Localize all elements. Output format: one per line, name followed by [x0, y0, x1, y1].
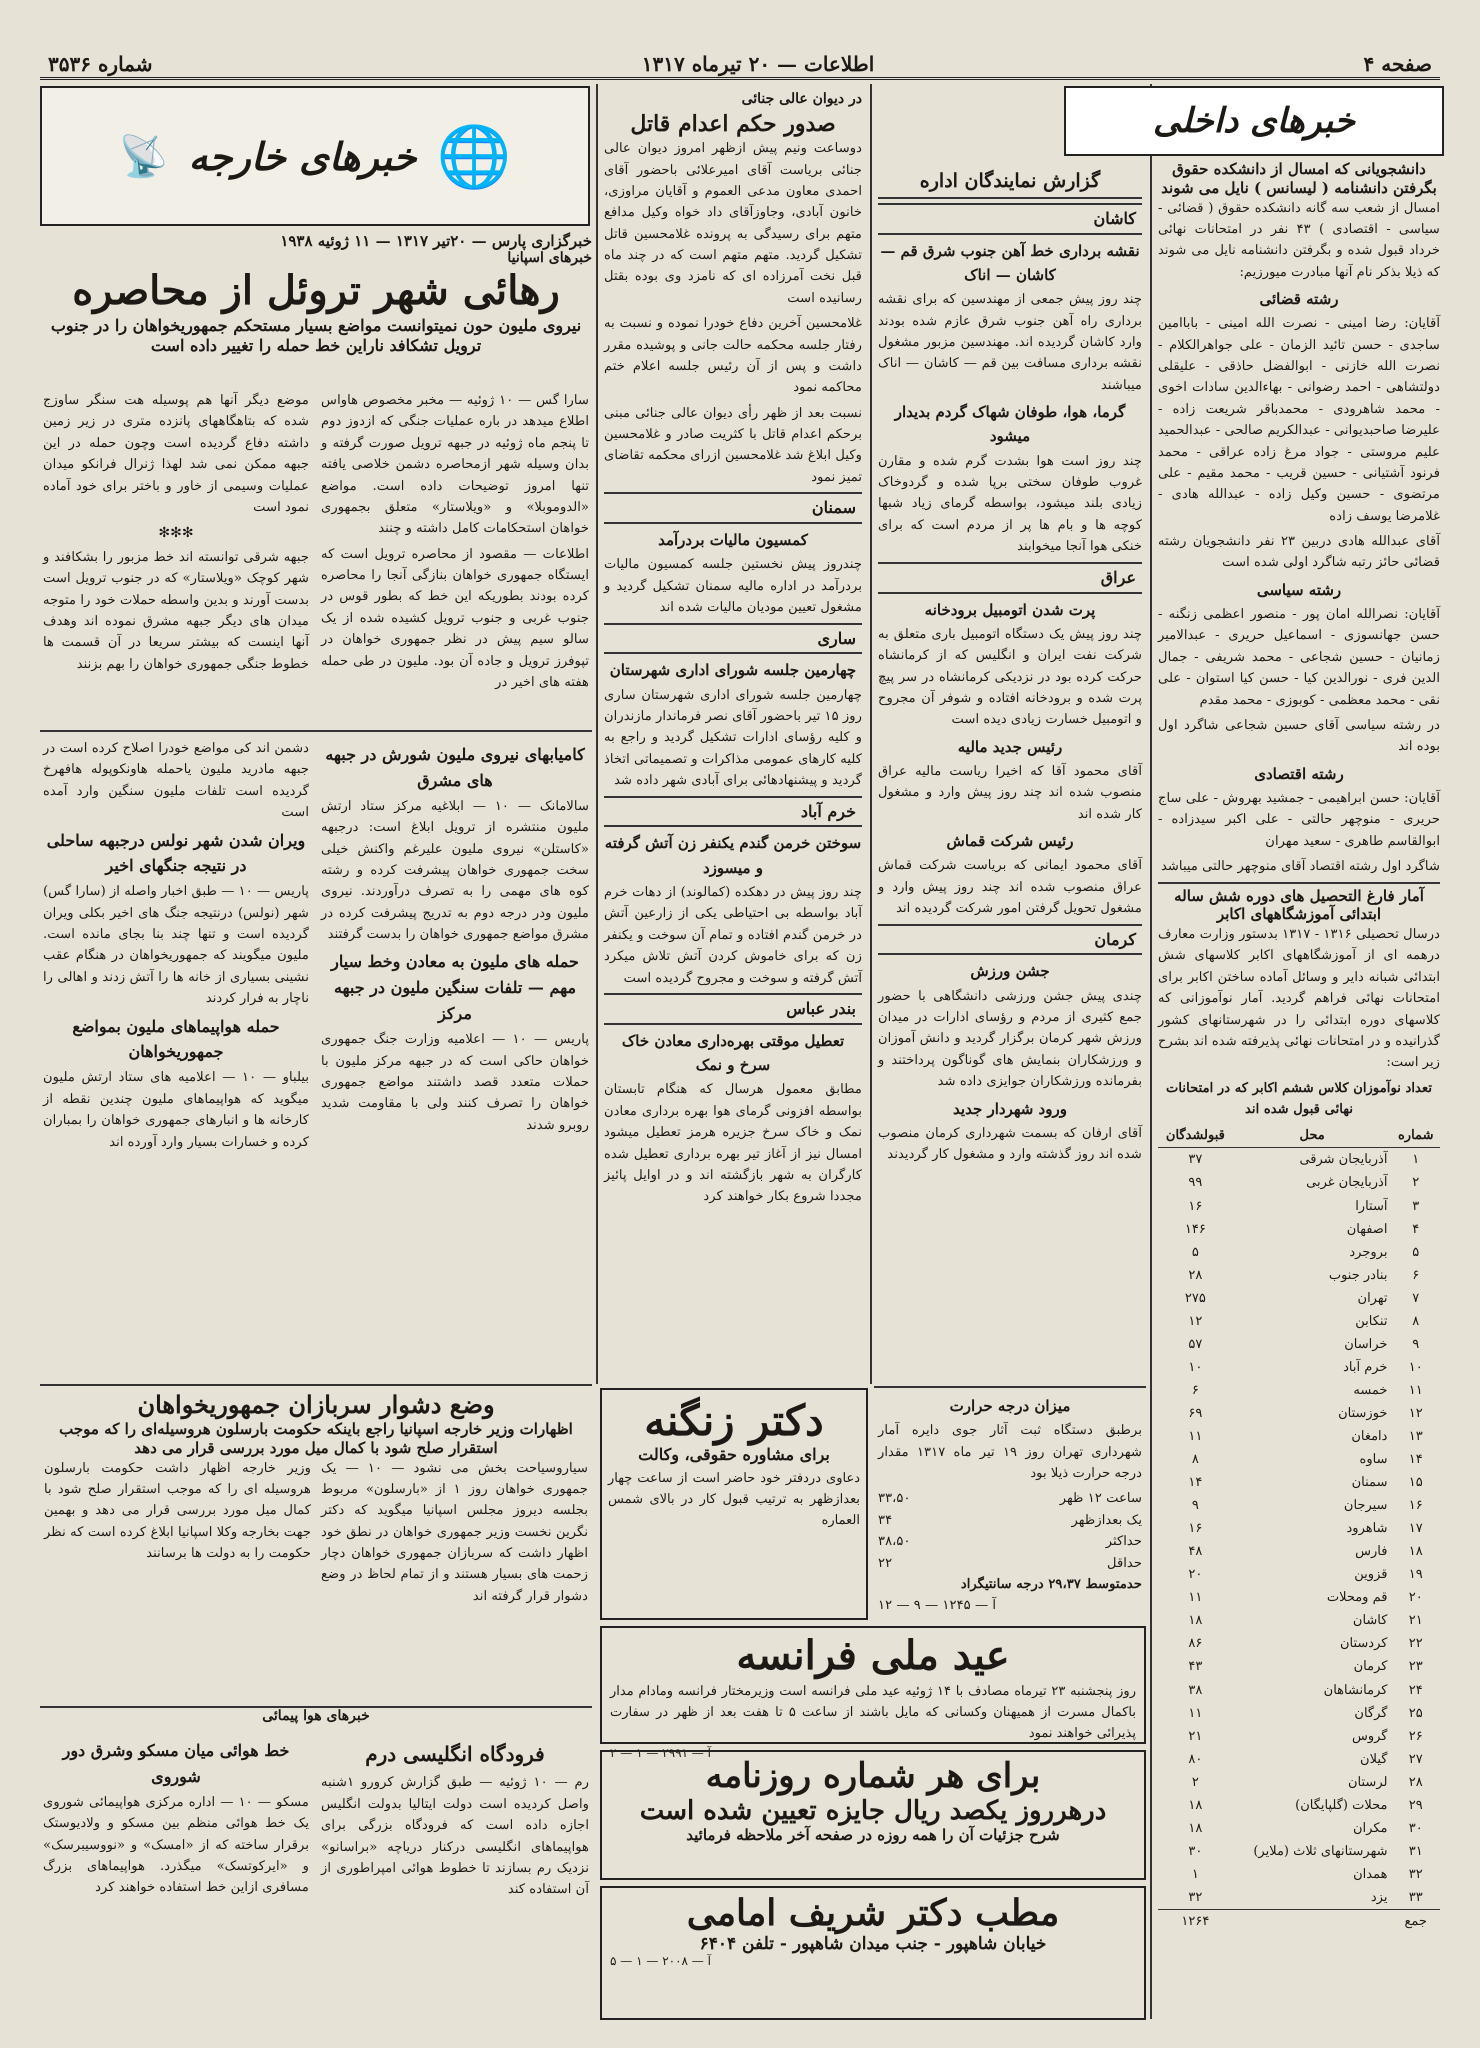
spain-label: خبرهای اسپانیا — [507, 250, 592, 266]
row-number: ۲۹ — [1408, 1797, 1423, 1813]
row-count: ۱۱ — [1188, 1590, 1203, 1606]
row-count: ۱۴ — [1188, 1475, 1203, 1491]
weather-row — [878, 1510, 1142, 1531]
table-row — [1158, 1632, 1440, 1655]
political-note: در رشته سیاسی آقای حسین شجاعی شاگرد اول بوده اند — [1158, 717, 1440, 755]
city-kerman: کرمان — [878, 924, 1142, 956]
row-count: ۳۲ — [1188, 1889, 1203, 1905]
section-rule — [40, 1384, 592, 1386]
row-place: محلات (گلپایگان) — [1295, 1797, 1388, 1813]
row-number: ۸ — [1412, 1313, 1420, 1329]
row-count: ۲۸ — [1188, 1267, 1203, 1283]
separator-stars: ✻✻✻ — [158, 525, 194, 542]
row-place: یزد — [1370, 1889, 1388, 1905]
row-number: ۲۸ — [1408, 1774, 1423, 1790]
row-number: ۱۶ — [1408, 1498, 1423, 1514]
city-khorramabad: خرم آباد — [604, 796, 862, 828]
graduates-table — [1158, 1124, 1440, 1933]
clinic-title: مطب دکتر شریف امامی — [686, 1892, 1060, 1934]
mid-headline: حمله های ملیون به معادن وخط سیار مهم — تلفات سنگین ملیون در جبهه مرکز — [331, 952, 579, 1024]
row-place: بنادر جنوب — [1328, 1267, 1388, 1283]
war-text: سالامانک — ۱۰ — ابلاغیه مرکز ستاد ارتش ملیون منتشره از ترویل ابلاغ است: درجبهه «کاستلن» نیروی ملیون علیرغم واکنش خیلی سخت جمهوری خواهان پیشرفت کرده و رشته کوه های مهمی را به تصرف درآوردند. نیروی ملیون ودر درجه دوم به تدریج پیشرفت کرده در مشرق مواضع جمهوری خواهان را بدست گرفتند — [321, 798, 589, 943]
row-place: گیلان — [1360, 1751, 1388, 1767]
agency-line: خبرگزاری پارس — ۲۰تیر ۱۳۱۷ — ۱۱ ژوئیه ۱۹۳۸ — [280, 232, 592, 250]
court-headline: صدور حکم اعدام قاتل — [630, 110, 836, 137]
table-header-row — [1158, 1124, 1440, 1148]
table-row — [1158, 1586, 1440, 1609]
university-column — [1154, 160, 1444, 2020]
table-row — [1158, 1679, 1440, 1702]
khorramabad-headline: سوختن خرمن گندم یکنفر زن آتش گرفته و میسوزد — [604, 834, 862, 877]
row-count: ۴۸ — [1188, 1544, 1203, 1560]
row-count: ۲۷۵ — [1184, 1290, 1206, 1306]
table-row — [1158, 1725, 1440, 1748]
airport-article — [318, 1734, 592, 2024]
table-row — [1158, 1563, 1440, 1586]
sport-headline: جشن ورزش — [970, 962, 1050, 981]
weather-time: ساعت ۱۲ ظهر — [1059, 1491, 1142, 1507]
row-place: شاهرود — [1346, 1521, 1388, 1537]
row-place: آستارا — [1355, 1198, 1388, 1214]
total-label: جمع — [1404, 1913, 1427, 1929]
row-number: ۶ — [1412, 1267, 1420, 1283]
court-text-3: نسبت بعد از ظهر رأی دیوان عالی جنائی مبنی برحکم اعدام قاتل با کثریت صادر و غلامحسین وکیل ابلاغ شد غلامحسین ازرای محکمه تقاضای تمیز نمود — [604, 405, 862, 485]
economic-heading: رشته اقتصادی — [1254, 764, 1344, 783]
moscow-headline: خط هوائی میان مسکو وشرق دور شوروی — [62, 1741, 290, 1786]
hard-text-2: وزیر خارجه اظهار داشت حکومت بارسلون هروسیله ای را که موجب استقرار صلح شود با کمال میل مورد بررسی قرار می دهد و بهمین جهت بخارجه وکلا اسپانیا ابلاغ کرده است که نظر حکومت را به دولت ها برسانند — [44, 1460, 311, 1561]
col-place: محل — [1233, 1124, 1392, 1148]
teruel-text-3: جبهه شرقی توانسته اند خط مزبور را بشکافند و شهر کوچک «ویلاستار» که در جنوب ترویل است بدست آورند و بدین واسطه حملات خود را متوجه میدان های دیگر جبهه مشرق نموده اند وهدف آنها اینست که بیشتر سریعا در آن قسمت ها خطوط جنگی جمهوری خواهان را بهم بزنند — [43, 549, 309, 672]
row-count: ۳۸ — [1188, 1682, 1203, 1698]
row-place: شهرستانهای ثلاث (ملایر) — [1253, 1843, 1388, 1859]
row-count: ۵۷ — [1188, 1336, 1203, 1352]
coast-headline: ویران شدن شهر نولس درجبهه ساحلی در نتیجه جنگهای اخیر — [46, 830, 306, 876]
france-code: آ — ۲۹۹۱ — ۱ — ۲ — [610, 1746, 711, 1761]
row-count: ۱۶ — [1188, 1198, 1203, 1214]
foreign-col-left — [40, 390, 312, 720]
row-count: ۱۰ — [1188, 1359, 1203, 1375]
france-title: عید ملی فرانسه — [736, 1632, 1010, 1679]
table-row — [1158, 1448, 1440, 1471]
weather-code: آ — ۱۲۴۵ — ۹ — ۱۲ — [878, 1598, 997, 1614]
clinic-address: خیابان شاهپور - جنب میدان شاهپور - تلفن ۶۴۰۴ — [699, 1934, 1047, 1954]
clinic-ad — [600, 1886, 1146, 2020]
globe-icon: 🌐 — [436, 121, 512, 192]
weather-time: حداقل — [1106, 1555, 1142, 1571]
stats-headline: آمار فارغ التحصیل های دوره شش ساله ابتدائی آموزشگاههای اکابر — [1158, 882, 1440, 925]
weather-intro: برطبق دستگاه ثبت آثار جوی دایره آمار شهرداری تهران روز ۱۹ تیر ماه ۱۳۱۷ مقدار درجه حرارت ذیلا بود — [878, 1423, 1143, 1482]
judicial-note: آقای عبدالله هادی دربین ۲۳ نفر دانشجویان رشته قضائی حائز رتبه شاگرد اولی شده است — [1158, 534, 1440, 571]
weather-average: حدمتوسط ۲۹،۳۷ درجه سانتیگراد — [960, 1576, 1142, 1592]
coast-text: پاریس — ۱۰ — طبق اخبار واصله از (سارا گس) شهر (نولس) درنتیجه جنگ های اخیر بکلی ویران گردیده است و تنها چند بنا بجای مانده است. ملیون میگویند که جمهوریخواهان در هنگام عقب نشینی بسیاری از خانه ها را آتش زدند و اهالی را ناچار به فرار کردند — [43, 884, 309, 1007]
row-count: ۹۹ — [1188, 1175, 1203, 1191]
aviation-label-bar — [40, 1706, 592, 1730]
table-row — [1158, 1264, 1440, 1287]
page-header — [40, 50, 1440, 80]
weather-row — [878, 1553, 1142, 1574]
fabric-text: آقای محمود ایمانی که برياست شرکت قماش عراق منصوب شده اند چند روز پیش وارد و مشغول تحویل گرفتن امور شرکت گردیده اند — [878, 858, 1142, 917]
table-row — [1158, 1356, 1440, 1379]
main-headline: رهائی شهر تروئل از محاصره — [72, 267, 560, 314]
weather-time: یک بعدازظهر — [1071, 1512, 1142, 1528]
hard-situation-article — [40, 1390, 592, 1700]
table-row — [1158, 1402, 1440, 1425]
car-headline: پرت شدن اتومبیل برودخانه — [924, 600, 1096, 619]
table-row — [1158, 1333, 1440, 1356]
row-number: ۱۷ — [1408, 1521, 1423, 1537]
economic-list: آقایان: حسن ابراهیمی - جمشید بهروش - علی ساج حریری - منوچهر حالتی - علی اکبر سیدزاده - ابوالقاسم طاهری - سعید مهران — [1158, 791, 1440, 849]
sari-text: چهارمین جلسه شورای اداری شهرستان ساری روز ۱۵ تیر باحضور آقای نصر فرماندار مازندران و کلیه رؤسای ادارات تشکیل گردید و راجع به کلیه کارهای عمومی مذاکرات و تصمیماتی اتخاذ گردید و پیشنهادهائی برای آبادی شهر داده شد — [604, 687, 862, 789]
row-number: ۲۲ — [1408, 1636, 1423, 1652]
table-row — [1158, 1379, 1440, 1402]
teruel-text-2: موضع دیگر آنها هم پوسیله هت سنگر ساوزج شده که بتاهگاههای پانزده متری در زیر زمین داشته دفاع گردیده است وچون حمله در این جبهه ممکن نمی شد لهذا ژنرال فرانکو میدان عملیات وسیمی از خاور و باختر برای خود آماده نمود است — [43, 393, 309, 515]
weather-time: حداکثر — [1105, 1534, 1142, 1550]
column-rule — [870, 84, 872, 1384]
weather-value: ۳۴ — [878, 1512, 893, 1528]
table-row — [1158, 1609, 1440, 1632]
foreign-header-block — [40, 232, 592, 382]
moscow-text: مسکو — ۱۰ — اداره مرکزی هواپیمائی شوروی یک خط هوائی منظم بین مسکو و ولادیوستک برقرار ساخته که از «امسک» و «نووسیبرسک» و «ایرکوتسک» میگذرد. هواپیماهای بزرگ مسافری ازاین خط استفاده خواهند کرد — [43, 1794, 309, 1896]
row-place: خمسه — [1353, 1382, 1388, 1398]
col-number: شماره — [1391, 1124, 1440, 1148]
weather-value: ۲۲ — [878, 1555, 893, 1571]
row-number: ۳۰ — [1408, 1820, 1423, 1836]
mid-text: پاریس — ۱۰ — اعلامیه وزارت جنگ جمهوری خواهان حاکی است که در جبهه مرکز ملیون با حملات متعدد قصد داشتند مواضع جمهوری خواهان را تصرف کنند ولی با مقاومت شدید روبرو شدند — [321, 1032, 589, 1133]
row-count: ۵ — [1191, 1244, 1199, 1260]
row-place: خرم آباد — [1343, 1359, 1388, 1375]
political-heading: رشته سیاسی — [1256, 580, 1342, 599]
aviation-label: خبرهای هوا پیمائی — [262, 1708, 370, 1724]
war-column-left — [40, 738, 312, 1378]
domestic-banner-title: خبرهای داخلی — [1153, 101, 1355, 141]
row-number: ۱۰ — [1408, 1359, 1423, 1375]
row-place: قم ومحلات — [1326, 1590, 1388, 1606]
judicial-heading: رشته قضائی — [1259, 290, 1339, 308]
row-place: تهران — [1357, 1290, 1388, 1306]
table-row — [1158, 1840, 1440, 1863]
court-text-2: غلامحسین آخرین دفاع خودرا نموده و نسبت به رفتار جلسه محکمه حالت جانی و پوشیده مقرر داشت و پس از آن رئیس جلسه اعلام ختم محاکمه نمود — [604, 316, 862, 396]
row-place: آذربایجان شرقی — [1299, 1152, 1388, 1168]
city-kashan: کاشان — [878, 203, 1142, 235]
row-count: ۱۸ — [1188, 1820, 1203, 1836]
row-place: قزوین — [1354, 1567, 1388, 1583]
weather-box — [874, 1386, 1146, 1620]
row-number: ۲ — [1412, 1175, 1420, 1191]
table-row — [1158, 1655, 1440, 1678]
row-number: ۱۱ — [1408, 1382, 1423, 1398]
war-headline: کامیابهای نیروی ملیون شورش در جبهه های مشرق — [325, 745, 585, 790]
row-place: سمنان — [1351, 1475, 1388, 1491]
table-row — [1158, 1171, 1440, 1194]
lawyer-text: دعاوی دردفتر خود حاضر است از ساعت چهار بعدازظهر به ترتیب قبول کار در بالای شمس العماره — [608, 1471, 860, 1529]
row-place: خوزستان — [1338, 1405, 1388, 1421]
foreign-banner — [40, 86, 590, 226]
row-count: ۱۱ — [1188, 1429, 1203, 1444]
row-place: همدان — [1353, 1866, 1388, 1882]
row-count: ۶۹ — [1188, 1405, 1203, 1421]
page-number: صفحه ۴ — [1363, 51, 1432, 76]
row-number: ۱۳ — [1408, 1429, 1423, 1444]
row-count: ۲ — [1191, 1774, 1199, 1790]
row-count: ۸۶ — [1188, 1636, 1203, 1652]
table-row — [1158, 1471, 1440, 1494]
row-count: ۹ — [1191, 1498, 1199, 1514]
row-count: ۱۲ — [1188, 1313, 1203, 1329]
row-place: سیرجان — [1343, 1498, 1388, 1514]
row-count: ۱۱ — [1188, 1705, 1203, 1721]
row-place: اصفهان — [1346, 1221, 1388, 1237]
table-row — [1158, 1287, 1440, 1310]
row-place: ساوه — [1359, 1452, 1388, 1468]
row-number: ۲۰ — [1408, 1590, 1423, 1606]
ettelaat-note: اطلاعات — مقصود از محاصره ترویل است که ایستگاه جمهوری خواهان بنازگی آنجا را محاصره کرده بودند بطوریکه این خط که بطور قوس در جنوب غربی و جنوب ترویل کشیده شده از یک سالو سیم پیش در نظر جمهوری خواهان در تپوفرز ترویل و جاده آن بود. ملیون در طی حمله هفته های اخیر در — [321, 546, 589, 690]
kashan-text: چند روز پیش جمعی از مهندسین که برای نقشه برداری راه آهن جنوب شرق عازم شده بودند وارد کاشان گردیده اند. مهندسین مزبور مشغول نقشه برداری مسافت بین قم — کاشان — اناک میباشند — [878, 292, 1142, 393]
sub-headline: نیروی ملیون حون نمیتوانست مواضع بسیار مستحکم جمهوریخواهان را در جنوب ترویل تشکافد ناراین خط حمله را تغییر داده است — [50, 316, 582, 355]
table-row — [1158, 1817, 1440, 1840]
row-number: ۱۲ — [1408, 1405, 1423, 1421]
row-place: آذربایجان غربی — [1306, 1175, 1388, 1191]
foreign-col-right — [318, 390, 592, 720]
row-number: ۲۷ — [1408, 1751, 1423, 1767]
political-list: آقایان: نصرالله امان پور - منصور اعظمی زنگنه - حسن جهانسوزی - اسماعیل حریری - عبدالامیر زمانیان - حسین شجاعی - محمد شریفی - جمال الدین فری - نورالدین کیا - حسن کیا استوان - علی نقی - محمد معظمی - کوبوزی - محمد مقدم — [1158, 607, 1440, 708]
row-count: ۸ — [1191, 1452, 1199, 1468]
table-row — [1158, 1748, 1440, 1771]
table-row — [1158, 1517, 1440, 1540]
table-row — [1158, 1425, 1440, 1448]
row-number: ۱۵ — [1408, 1475, 1423, 1491]
row-number: ۴ — [1412, 1221, 1420, 1237]
foreign-banner-title: خبرهای خارجه — [188, 133, 417, 179]
row-number: ۱۹ — [1408, 1567, 1423, 1583]
row-place: بروجرد — [1349, 1244, 1388, 1260]
row-place: لرستان — [1348, 1774, 1388, 1790]
uni-headline: دانشجویانی که امسال از دانشکده حقوق بگرفتن دانشنامه ( لیسانس ) نایل می شوند — [1161, 160, 1437, 197]
row-number: ۲۵ — [1408, 1705, 1423, 1721]
mayor-headline: ورود شهردار جدید — [953, 1099, 1067, 1118]
section-rule — [40, 730, 592, 732]
air-raid-headline: حمله هواپیماهای ملیون بمواضع جمهوریخواهان — [72, 1016, 280, 1062]
airport-text: رم — ۱۰ ژوئیه — طبق گزارش کرورو ۱شنبه واصل کردیده است دولت ایتالیا بدولت انگلیس اجازه داده است که فرودگاه بزرگی برای هواپیماهای انگلیسی درکنار دریاچه «براسانو» نزدیک رم بسازند تا خطوط هوائی امپراطوری از آن استفاده کند — [321, 1775, 589, 1898]
prize-subtitle: درهرروز یکصد ریال جایزه تعیین شده است — [639, 1796, 1107, 1826]
row-count: ۲۰ — [1188, 1567, 1203, 1583]
row-number: ۳۳ — [1408, 1889, 1423, 1905]
lawyer-name: دکتر زنگنه — [644, 1396, 824, 1445]
economic-note: شاگرد اول رشته اقتصاد آقای منوچهر حالتی میباشد — [1160, 859, 1440, 875]
row-count: ۸۰ — [1188, 1751, 1203, 1767]
row-number: ۵ — [1412, 1244, 1420, 1260]
city-iraq: عراق — [878, 562, 1142, 594]
row-place: کرمان — [1353, 1659, 1388, 1675]
losses-text: دشمن اند کی مواضع خودرا اصلاح کرده است در جبهه مادرید ملیون یاحمله هاونکوپوله هافهرخ گردیده است تلفات ملیون سنگین وارد آمده است — [43, 741, 309, 821]
row-count: ۱۴۶ — [1184, 1221, 1206, 1237]
mayor-text: آقای ارفان که بسمت شهرداری کرمان منصوب شده اند روز گذشته وارد و مشغول کار گردیدند — [878, 1125, 1142, 1163]
table-body — [1158, 1148, 1440, 1910]
row-count: ۱۸ — [1188, 1797, 1203, 1813]
total-value: ۱۲۶۴ — [1181, 1913, 1210, 1929]
row-count: ۶ — [1191, 1382, 1199, 1398]
column-rule — [596, 84, 598, 1384]
city-semnan: سمنان — [604, 492, 862, 524]
row-number: ۲۴ — [1408, 1682, 1423, 1698]
sari-headline: چهارمین جلسه شورای اداری شهرستان — [609, 661, 857, 680]
domestic-banner — [1064, 86, 1444, 156]
column-rule — [1150, 84, 1152, 2019]
table-total-row — [1158, 1909, 1440, 1933]
france-text: روز پنجشنبه ۲۳ تیرماه مصادف با ۱۴ ژوئیه عید ملی فرانسه است وزیرمختار فرانسه ومادام مدار باکمال مسرت از همیهنان وکسانی که مایل باشند از ساعت ۵ تا هفت بعد از ظهر در سفارت پذیرائی خواهند نمود — [610, 1684, 1136, 1742]
row-number: ۳۲ — [1408, 1866, 1423, 1882]
court-cities-column — [600, 88, 866, 1378]
khorramabad-text: چند روز پیش در دهکده (کمالوند) از دهات خرم آباد بواسطه بی احتیاطی یکی از زارعین آتش در خرمن گندم افتاده و تمام آن سوخت و یکنفر زن که برای خاموش کردن آتش تلاش میکرد آتش گرفته و سوخت و مجروح گردیده است — [604, 885, 862, 986]
bandar-headline: تعطیل موقتی بهره‌داری معادن خاک سرخ و نمک — [621, 1031, 845, 1075]
teruel-text-1: سارا گس — ۱۰ ژوئیه — مخبر مخصوص هاواس اطلاع میدهد در باره عملیات جنگی که ازدوز دوم تا پنجم ماه ژوئیه در جبهه ترویل صورت گرفته و بدان وسیله شهر ازمحاصره دشمن خلاصی یافته تنها امروز توضیحات داده است. مواضع «الدوموبلا» و «ویلاستار» متعلق بجمهوری خواهان استحکامات کامل داشته و چنند — [321, 393, 589, 537]
table-row — [1158, 1540, 1440, 1563]
city-sari: ساری — [604, 623, 862, 655]
weather-rows — [878, 1488, 1142, 1574]
hard-subheadline: اظهارات وزیر خارجه اسپانیا راجع باینکه حکومت بارسلون هروسیله‌ای را که موجب استقرار صلح شود با کمال میل مورد بررسی قرار می دهد — [59, 1420, 573, 1457]
moscow-article — [40, 1734, 312, 2024]
weather-headline: میزان درجه حرارت — [949, 1397, 1071, 1415]
uni-intro: امسال از شعب سه گانه دانشکده حقوق ( قضائی - سیاسی - اقتصادی ) ۴۳ نفر در امتحانات نهائی خرداد قبول شده و بگرفتن دانشنامه نایل می شوند که ذیلا بذکر نام آنها مبادرت میورزیم: — [1158, 200, 1440, 280]
court-kicker: در دیوان عالی جنائی — [741, 91, 862, 107]
table-row — [1158, 1771, 1440, 1794]
table-row — [1158, 1148, 1440, 1172]
table-heading: تعداد نوآموزان کلاس ششم اکابر که در امتحانات نهائی قبول شده اند — [1165, 1080, 1433, 1118]
radio-tower-icon: 📡 — [118, 133, 169, 180]
table-row — [1158, 1195, 1440, 1218]
semnan-text: چندروز پیش نخستین جلسه کمسیون مالیات بردرآمد در اداره مالیه سمنان تشکیل گردید و مشغول تعیین مودیان مالیات شده اند — [604, 557, 862, 616]
row-number: ۳۱ — [1408, 1843, 1423, 1859]
lawyer-subtitle: برای مشاوره حقوقی، وکالت — [638, 1445, 830, 1464]
row-count: ۳۰ — [1188, 1843, 1203, 1859]
kashan-headline: نقشه برداری خط آهن جنوب شرق قم — کاشان — اناک — [880, 241, 1140, 284]
row-place: خراسان — [1344, 1336, 1388, 1352]
prize-note: شرح جزئیات آن را همه روزه در صفحه آخر ملاحظه فرمائید — [686, 1826, 1060, 1844]
issue-number: شماره ۳۵۳۶ — [48, 51, 153, 76]
table-row — [1158, 1241, 1440, 1264]
lawyer-ad — [600, 1388, 868, 1620]
row-count: ۱ — [1191, 1866, 1199, 1882]
row-place: کردستان — [1339, 1636, 1388, 1652]
row-number: ۱۸ — [1408, 1544, 1423, 1560]
airport-headline: فرودگاه انگلیسی درم — [365, 1742, 545, 1766]
prize-ad — [600, 1750, 1146, 1880]
hard-text-1: سیاروسیاحت بخش می نشود — ۱۰ — یک جمهوری خواهان روز ۱ از «بارسلون» مربوط بجلسه دیروز مجلس اسپانیا میگوید که دکتر نگرین نخست وزیر جمهوری خواهان در نطق خود اظهار داشت که سربازان جمهوری خواهان دچار زحمت های بسیار هستند و از تمام لحاظ در وضع دشوار قرار گرفته اند — [321, 1460, 588, 1604]
row-count: ۱۶ — [1188, 1521, 1203, 1537]
car-text: چند روز پیش یک دستگاه اتومبیل باری متعلق به شرکت نفت ایران و انگلیس که از کرمانشاه حرکت کرده بود در نزدیکی کرمانشاه در سر پیچ پرت شده و برودخانه افتاده و شوفر آن مجروح و اتومبیل خسارت زیادی دیده است — [878, 626, 1142, 728]
sport-text: چندی پیش جشن ورزشی دانشگاهی با حضور جمع کثیری از مردم و رؤسای ادارات در میدان ورزش شهر کرمان برگزار گردید و دانش آموزان و ورزشکاران بنمایش های گوناگون پرداختند و بفرمانده ورزشکاران جوایزی داده شد — [878, 988, 1142, 1090]
hard-headline: وضع دشوار سربازان جمهوریخواهان — [137, 1390, 495, 1419]
heat-headline: گرما، هوا، طوفان شهاک گردم بدیدار میشود — [894, 403, 1126, 446]
fabric-headline: رئیس شرکت قماش — [946, 832, 1074, 851]
row-count: ۱۸ — [1188, 1613, 1203, 1629]
col-count: قبولشدگان — [1158, 1124, 1233, 1148]
table-row — [1158, 1702, 1440, 1725]
row-place: کاشان — [1352, 1613, 1388, 1629]
table-row — [1158, 1494, 1440, 1517]
weather-value: ۳۸،۵۰ — [878, 1534, 911, 1550]
weather-row — [878, 1531, 1142, 1552]
row-place: دامغان — [1351, 1429, 1388, 1444]
reps-headline: گزارش نمایندگان اداره — [878, 170, 1142, 199]
table-row — [1158, 1794, 1440, 1817]
finance-headline: رئیس جدید مالیه — [957, 737, 1063, 756]
row-number: ۹ — [1412, 1336, 1420, 1352]
prize-title: برای هر شماره روزنامه — [705, 1756, 1041, 1796]
row-place: تنکابن — [1355, 1313, 1388, 1329]
court-text-1: دوساعت ونیم پیش ازظهر امروز دیوان عالی جنائی بریاست آقای امیرعلائی باحضور آقای احمدی معاون مدعی العموم و آقایان مراوزی، خانون آبادی، وجاوزآقای داد خواه وکیل مدافع متهم برای رسیدگی به پرونده غلامحسین قاتل تشکیل گردید. متهم متهم است که در چند ماه قبل نخت آمرزاده ای که نامزد وی بوده بقتل رسانیده است — [604, 141, 862, 306]
air-raid-text: بیلباو — ۱۰ — اعلامیه های ستاد ارتش ملیون میگوید که هواپیماهای ملیون چندین نقطه از کارخانه ها و انبارهای جمهوری خواهان را بمباران کرده و خسارات بسیار وارد آورده اند — [43, 1070, 309, 1150]
judicial-list: آقایان: رضا امینی - نصرت الله امینی - باباامین ساجدی - حسن تائید الزمان - علی جواهرالکلام - نصرت الله خازنی - ابوالفضل حاذقی - علیقلی دولتشاهی - احمد رضوانی - بهاءالدین سادات اخوی - محمد شاهرودی - محمدباقر شریعت زاده - علیرضا صاحبدیوانی - عبدالکریم صالحی - عبدالحمید علیم مروستی - جواد مرغ زاده عراقی - محمد فرنود آشتیانی - حسین قریب - محمد مقیم - علی مرتضوی - حسین وکیل زاده - عبدالله هادی - غلامرضا یوسف زاده — [1158, 316, 1440, 524]
domestic-news-column — [874, 170, 1146, 1380]
row-place: فارس — [1355, 1544, 1388, 1560]
row-number: ۱ — [1412, 1152, 1420, 1168]
header-date: اطلاعات — ۲۰ تیرماه ۱۳۱۷ — [641, 51, 875, 76]
row-place: گرگان — [1354, 1705, 1388, 1721]
france-ad — [600, 1626, 1146, 1761]
table-row — [1158, 1863, 1440, 1886]
row-count: ۳۷ — [1188, 1152, 1203, 1168]
finance-text: آقای محمود آقا که اخیرا ریاست مالیه عراق منصوب شده اند چند روز پیش وارد و مشغول کار شده اند — [878, 763, 1142, 822]
heat-text: چند روز است هوا بشدت گرم شده و مقارن غروب طوفان سختی برپا شده و گردوخاک زیادی بلند میشود، بواسطه گرمای زیاد شبها کوچه ها و بام ها پر از مردم است که برای خنکی هوا آنجا میخوابند — [878, 453, 1142, 555]
row-number: ۳ — [1412, 1198, 1420, 1214]
bandar-text: مطابق معمول هرسال که هنگام تابستان بواسطه افزونی گرمای هوا بهره برداری معادن نمک و خاک سرخ جزیره هرمز تعطیل میشود امسال نیز از آغاز تیر بهره برداری تعطیل شده کارگران به شهر بازگشته اند و در اوایل پائیز مجددا شروع بکار خواهند کرد — [604, 1082, 862, 1205]
row-number: ۲۶ — [1408, 1728, 1423, 1744]
row-place: گروس — [1351, 1728, 1388, 1744]
semnan-headline: کمسیون مالیات بردرآمد — [658, 531, 808, 550]
row-place: مکران — [1352, 1820, 1388, 1836]
table-row — [1158, 1218, 1440, 1241]
table-row — [1158, 1310, 1440, 1333]
clinic-code: آ — ۲۰۰۸ — ۱ — ۵ — [610, 1954, 711, 1968]
row-number: ۲۱ — [1408, 1613, 1423, 1629]
war-column-right — [318, 738, 592, 1378]
city-bandar-abbas: بندر عباس — [604, 993, 862, 1025]
row-number: ۱۴ — [1408, 1452, 1423, 1468]
weather-row — [878, 1488, 1142, 1509]
table-row — [1158, 1886, 1440, 1910]
row-number: ۲۳ — [1408, 1659, 1423, 1675]
row-count: ۲۱ — [1188, 1728, 1203, 1744]
row-count: ۴۳ — [1188, 1659, 1203, 1675]
stats-intro: درسال تحصیلی ۱۳۱۶ - ۱۳۱۷ بدستور وزارت معارف درهمه ای از آموزشگاههای اکابر کلاسهای شش ابتدائی شبانه دایر و وسائل آماده ساختن اکابر برای امتحانات نهائی فراهم گردید. آمار نوآموزانی که کلاسهای دوره ابتدائی را در شهرستانهای کشور گذرانیده و در امتحانات نهائی پذیرفته شده اند بشرح زیر است: — [1158, 927, 1441, 1071]
weather-value: ۳۳،۵۰ — [878, 1491, 911, 1507]
row-place: کرمانشاهان — [1323, 1682, 1388, 1698]
row-number: ۷ — [1412, 1290, 1420, 1306]
